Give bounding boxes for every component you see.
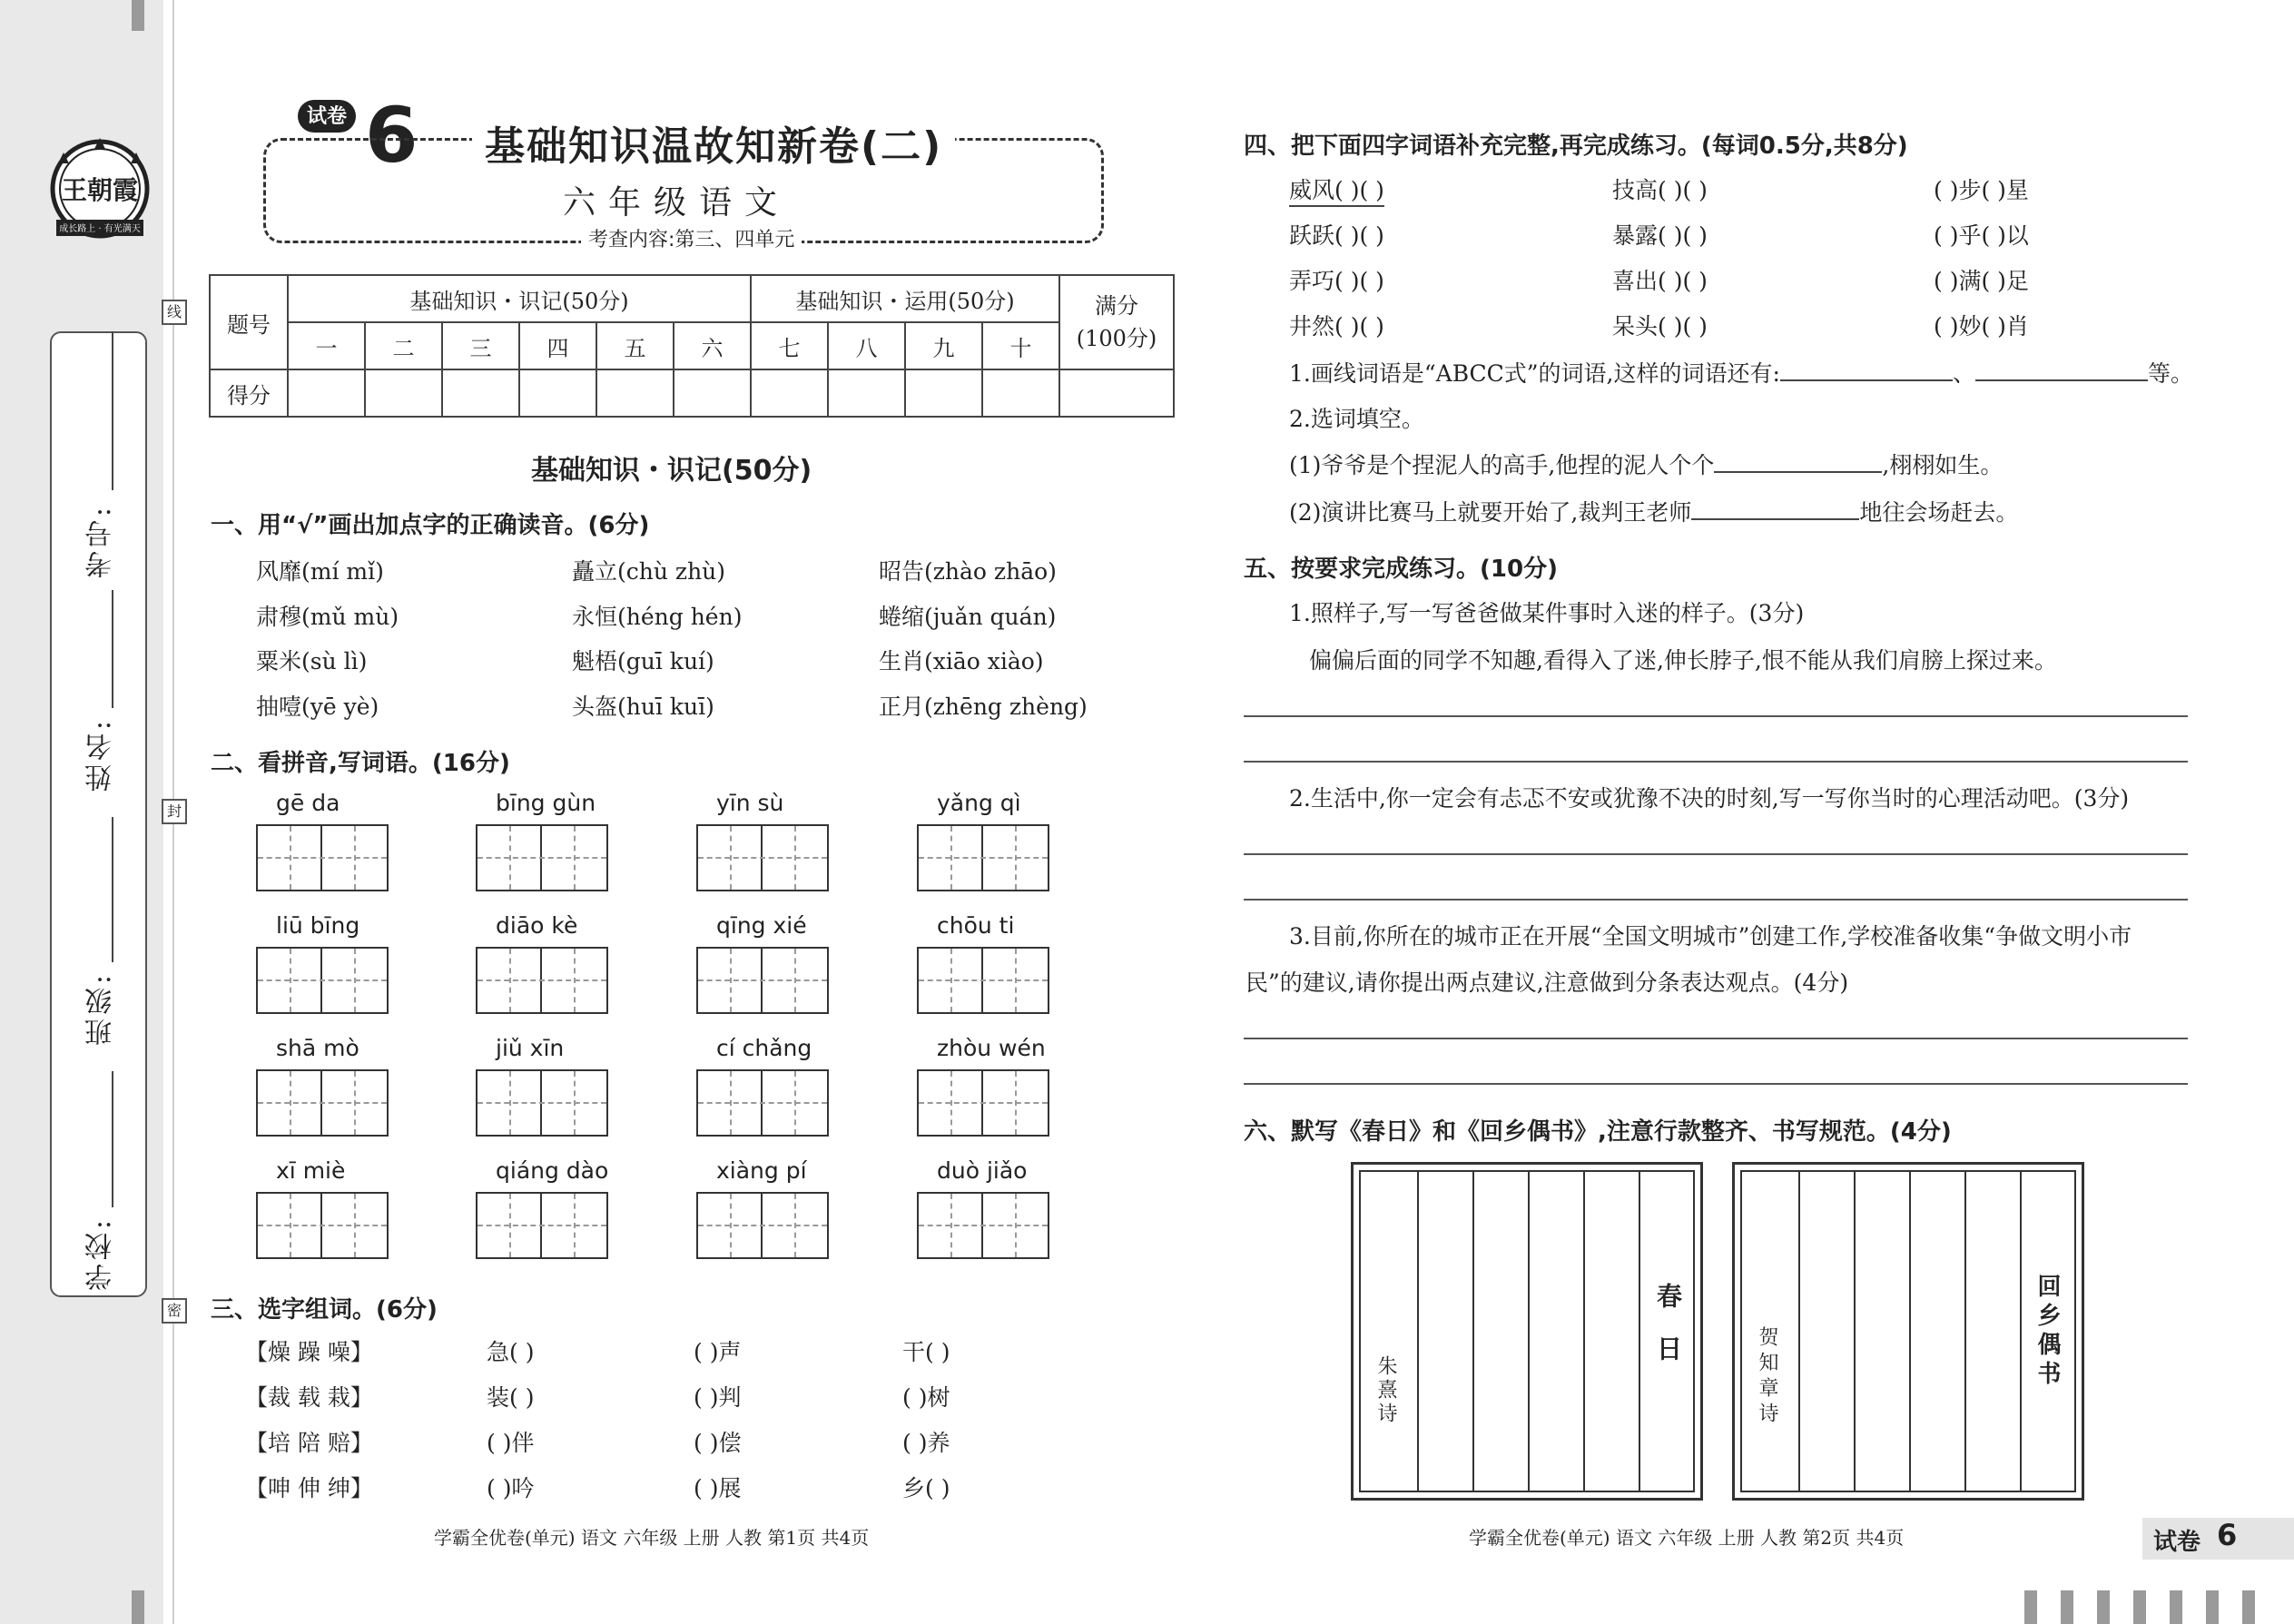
grid-guide <box>1015 826 1017 890</box>
grid-guide <box>478 979 606 981</box>
q3-char-group: 【培 陪 赔】 <box>245 1430 373 1456</box>
q5-s1-example: 偏偏后面的同学不知趣,看得入了迷,伸长脖子,恨不能从我们肩膀上探过来。 <box>1309 647 2057 674</box>
grid-guide <box>509 949 511 1012</box>
grid-guide <box>574 1071 576 1135</box>
question-number: 七 <box>751 322 828 369</box>
q4-word[interactable]: ( )妙( )肖 <box>1934 313 2029 340</box>
registration-mark <box>2242 1590 2255 1624</box>
grid-guide <box>354 1194 356 1257</box>
score-label: 得分 <box>210 369 288 417</box>
grid-guide <box>290 949 291 1012</box>
q4-sub2a-blank[interactable] <box>1714 471 1882 473</box>
registration-mark <box>2097 1590 2110 1624</box>
q3-blank[interactable]: ( )伴 <box>487 1430 535 1456</box>
pinyin-label: duò jiǎo <box>937 1157 1028 1184</box>
answer-line[interactable] <box>1244 1083 2188 1085</box>
poem1-author: 朱熹诗 <box>1374 1355 1397 1426</box>
q4-sub2a <box>1289 448 2003 480</box>
pinyin-label: chōu ti <box>937 912 1015 939</box>
grid-guide <box>258 979 387 981</box>
registration-mark <box>2170 1590 2182 1624</box>
q6-title: 六、默写《春日》和《回乡偶书》,注意行款整齐、书写规范。(4分) <box>1244 1118 1952 1146</box>
q4-word[interactable]: 弄巧( )( ) <box>1289 268 1384 294</box>
pinyin-label: gē da <box>276 790 340 816</box>
score-cell[interactable] <box>674 369 751 417</box>
writing-grid[interactable] <box>917 1192 1049 1259</box>
q3-blank[interactable]: 装( ) <box>487 1384 535 1411</box>
q4-sub1-end: 等。 <box>2147 360 2193 387</box>
pinyin-label: diāo kè <box>496 912 578 939</box>
score-cell[interactable] <box>519 369 596 417</box>
score-cell[interactable] <box>1059 369 1174 417</box>
grid-guide <box>1015 1071 1017 1135</box>
writing-grid[interactable] <box>256 947 389 1014</box>
pinyin-label: qīng xié <box>716 912 807 939</box>
score-cell[interactable] <box>288 369 365 417</box>
score-table <box>209 274 1175 418</box>
poem2-author: 贺知章诗 <box>1756 1326 1778 1428</box>
full-value: (100分) <box>1076 326 1157 351</box>
cut-label-line: 线 <box>162 300 187 325</box>
grid-guide <box>730 826 732 890</box>
q4-sub1 <box>1289 356 2193 389</box>
q4-word[interactable]: 暴露( )( ) <box>1612 222 1708 249</box>
q4-sub2b-post: 地往会场赶去。 <box>1859 499 2019 526</box>
score-cell[interactable] <box>751 369 828 417</box>
q1-item: 蜷缩(juǎn quán) <box>879 604 1057 630</box>
pinyin-label: zhòu wén <box>937 1035 1046 1061</box>
writing-grid[interactable] <box>256 824 389 891</box>
grid-guide <box>1015 949 1017 1012</box>
grid-guide <box>950 1194 952 1257</box>
poem-inner-border <box>1740 1170 2076 1492</box>
question-number: 三 <box>442 322 519 369</box>
q4-sub2: 2.选词填空。 <box>1289 406 1424 432</box>
part-title: 基础知识・识记(50分) <box>531 455 812 487</box>
q1-item: 矗立(chù zhù) <box>572 558 726 585</box>
grid-guide <box>919 1225 1048 1226</box>
brand-logo <box>45 136 154 245</box>
page-subtitle: 六年级语文 <box>563 184 791 221</box>
class-line[interactable] <box>112 817 113 962</box>
grid-guide <box>509 826 511 890</box>
q5-title: 五、按要求完成练习。(10分) <box>1244 556 1558 583</box>
q1-item: 粟米(sù lì) <box>256 648 368 674</box>
q3-title: 三、选字组词。(6分) <box>211 1296 438 1324</box>
answer-line[interactable] <box>1244 1038 2188 1039</box>
q5-s3-line2: 民”的建议,请你提出两点建议,注意做到分条表达观点。(4分) <box>1245 969 1849 996</box>
score-cell[interactable] <box>365 369 442 417</box>
q4-word[interactable]: 跃跃( )( ) <box>1289 222 1384 249</box>
grid-guide <box>698 979 827 981</box>
q1-item: 魁梧(guī kuí) <box>572 648 714 674</box>
q5-s3-line1: 3.目前,你所在的城市正在开展“全国文明城市”创建工作,学校准备收集“争做文明小市 <box>1289 923 2132 950</box>
group1-header: 基础知识・识记(50分) <box>288 275 751 322</box>
q3-blank[interactable]: 急( ) <box>487 1339 535 1365</box>
corner-tab-label: 试卷 <box>2153 1529 2201 1556</box>
name-line[interactable] <box>112 590 113 708</box>
q3-char-group: 【呻 伸 绅】 <box>245 1475 373 1501</box>
q4-word[interactable]: 呆头( )( ) <box>1612 313 1708 340</box>
footer-right: 学霸全优卷(单元) 语文 六年级 上册 人教 第2页 共4页 <box>1469 1527 1905 1549</box>
q1-title: 一、用“√”画出加点字的正确读音。(6分) <box>211 512 650 539</box>
writing-grid[interactable] <box>476 1069 608 1137</box>
poem-column-line <box>1909 1172 1911 1491</box>
registration-mark <box>132 1590 144 1624</box>
pinyin-label: cí chǎng <box>716 1035 812 1061</box>
writing-grid[interactable] <box>476 824 608 891</box>
answer-line[interactable] <box>1244 853 2188 855</box>
score-cell[interactable] <box>596 369 674 417</box>
q4-word[interactable]: 喜出( )( ) <box>1612 268 1708 294</box>
poem-column-line <box>2020 1172 2022 1491</box>
q4-word[interactable]: 技高( )( ) <box>1612 177 1708 203</box>
q4-word[interactable]: ( )满( )足 <box>1934 268 2029 294</box>
question-number: 九 <box>905 322 982 369</box>
name-label: 姓名: <box>85 717 117 792</box>
pinyin-label: shā mò <box>276 1035 359 1061</box>
student-info-box <box>50 331 147 1297</box>
writing-grid[interactable] <box>696 824 829 891</box>
poem-column-line <box>1639 1172 1640 1491</box>
q4-word-underlined[interactable]: 威风( )( ) <box>1289 172 1384 207</box>
grid-guide <box>354 826 356 890</box>
q4-sub2a-post: ,栩栩如生。 <box>1882 452 2004 478</box>
pinyin-label: yǎng qì <box>937 790 1021 816</box>
writing-grid[interactable] <box>696 947 829 1014</box>
cut-label-secret: 密 <box>162 1298 187 1324</box>
score-cell[interactable] <box>905 369 982 417</box>
q4-sub1-blank[interactable] <box>1975 379 2148 381</box>
grid-guide <box>478 1102 606 1104</box>
writing-grid[interactable] <box>917 1069 1049 1137</box>
score-cell[interactable] <box>982 369 1059 417</box>
grid-guide <box>509 1194 511 1257</box>
grid-guide <box>794 949 796 1012</box>
writing-grid[interactable] <box>256 1192 389 1259</box>
grid-guide <box>794 826 796 890</box>
q4-word[interactable]: ( )步( )星 <box>1934 177 2029 203</box>
poem-column-line <box>1583 1172 1585 1491</box>
registration-mark <box>2061 1590 2073 1624</box>
grid-guide <box>258 1102 387 1104</box>
pinyin-label: yīn sù <box>716 790 784 816</box>
q1-item: 正月(zhēng zhèng) <box>879 694 1088 720</box>
q3-blank[interactable]: ( )养 <box>902 1430 950 1456</box>
poem-grid-spring-day[interactable] <box>1351 1162 1703 1501</box>
page-title: 基础知识温故知新卷(二) <box>472 113 955 172</box>
footer-left: 学霸全优卷(单元) 语文 六年级 上册 人教 第1页 共4页 <box>434 1527 870 1549</box>
q3-blank[interactable]: 乡( ) <box>902 1475 950 1501</box>
q3-blank[interactable]: ( )偿 <box>694 1430 742 1456</box>
q3-blank[interactable]: ( )声 <box>694 1339 742 1365</box>
pinyin-label: qiáng dào <box>496 1157 609 1184</box>
answer-line[interactable] <box>1244 715 2188 717</box>
grid-guide <box>950 1071 952 1135</box>
cut-label-seal: 封 <box>162 799 187 824</box>
grid-guide <box>574 949 576 1012</box>
pinyin-label: liū bīng <box>276 912 360 939</box>
q1-item: 抽噎(yē yè) <box>256 694 379 720</box>
q3-blank[interactable]: ( )树 <box>902 1384 950 1411</box>
writing-grid[interactable] <box>476 1192 608 1259</box>
q4-word[interactable]: ( )乎( )以 <box>1934 222 2029 249</box>
registration-mark <box>2024 1590 2037 1624</box>
q4-sub2b-blank[interactable] <box>1691 518 1859 520</box>
poem-grid-return-home[interactable] <box>1732 1162 2084 1501</box>
grid-guide <box>730 1194 732 1257</box>
q1-item: 生肖(xiāo xiào) <box>879 648 1044 674</box>
corner-tab-number: 6 <box>2217 1518 2238 1552</box>
pinyin-label: jiǔ xīn <box>496 1035 565 1061</box>
grid-guide <box>478 1225 606 1226</box>
question-number: 一 <box>288 322 365 369</box>
exam-number: 6 <box>365 91 418 180</box>
exam-badge: 试卷 <box>298 100 356 133</box>
poem1-title: 春日 <box>1653 1283 1683 1388</box>
school-line[interactable] <box>112 1071 113 1207</box>
q3-blank[interactable]: ( )吟 <box>487 1475 535 1501</box>
poem-column-line <box>1472 1172 1474 1491</box>
poem-column-line <box>1798 1172 1800 1491</box>
grid-guide <box>574 1194 576 1257</box>
grid-guide <box>478 857 606 859</box>
q3-blank[interactable]: ( )展 <box>694 1475 742 1501</box>
q3-blank[interactable]: ( )判 <box>694 1384 742 1411</box>
pinyin-label: bīng gùn <box>496 790 596 816</box>
q1-item: 永恒(héng hén) <box>572 604 743 630</box>
grid-guide <box>290 1071 291 1135</box>
grid-guide <box>698 1102 827 1104</box>
grid-guide <box>794 1071 796 1135</box>
grid-guide <box>509 1071 511 1135</box>
grid-guide <box>354 1071 356 1135</box>
writing-grid[interactable] <box>476 947 608 1014</box>
grid-guide <box>919 1102 1048 1104</box>
grid-guide <box>730 949 732 1012</box>
q1-item: 昭告(zhào zhāo) <box>879 558 1057 585</box>
registration-mark <box>2206 1590 2219 1624</box>
q4-sub1-sep: 、 <box>1952 360 1975 387</box>
brand-ribbon: 成长路上 · 有光满天 <box>59 224 141 234</box>
grid-guide <box>698 1225 827 1226</box>
q2-title: 二、看拼音,写词语。(16分) <box>211 750 510 777</box>
content-note: 考查内容:第三、四单元 <box>581 224 802 252</box>
score-cell[interactable] <box>828 369 905 417</box>
q1-item: 肃穆(mǔ mù) <box>256 604 399 630</box>
poem2-title: 回乡偶书 <box>2033 1274 2061 1390</box>
grid-guide <box>290 1194 291 1257</box>
class-label: 班级: <box>85 971 117 1047</box>
exam-number-line[interactable] <box>112 331 113 490</box>
poem-column-line <box>1854 1172 1856 1491</box>
full-score-cell <box>1059 275 1174 369</box>
grid-guide <box>919 857 1048 859</box>
grid-guide <box>354 949 356 1012</box>
writing-grid[interactable] <box>256 1069 389 1137</box>
question-number: 十 <box>982 322 1059 369</box>
writing-grid[interactable] <box>696 1192 829 1259</box>
grid-guide <box>730 1071 732 1135</box>
q5-s1: 1.照样子,写一写爸爸做某件事时入迷的样子。(3分) <box>1289 600 1805 626</box>
q3-blank[interactable]: 干( ) <box>902 1339 950 1365</box>
q4-sub2b-pre: (2)演讲比赛马上就要开始了,裁判王老师 <box>1289 499 1692 526</box>
group2-header: 基础知识・运用(50分) <box>751 275 1059 322</box>
grid-guide <box>1015 1194 1017 1257</box>
pinyin-label: xī miè <box>276 1157 346 1184</box>
answer-line[interactable] <box>1244 761 2188 763</box>
q4-sub1-blank[interactable] <box>1780 379 1953 381</box>
q1-item: 风靡(mí mǐ) <box>256 558 384 585</box>
registration-mark <box>132 0 144 31</box>
q4-sub2b <box>1289 495 2018 527</box>
q1-item: 头盔(huī kuī) <box>572 694 714 720</box>
grid-guide <box>950 826 952 890</box>
q3-char-group: 【裁 载 栽】 <box>245 1384 373 1411</box>
q4-sub2a-pre: (1)爷爷是个捏泥人的高手,他捏的泥人个个 <box>1289 452 1715 478</box>
poem-column-line <box>1964 1172 1966 1491</box>
exam-number-label: 考号: <box>85 504 117 579</box>
q4-sub1-text: 1.画线词语是“ABCC式”的词语,这样的词语还有: <box>1289 360 1780 387</box>
question-number: 八 <box>828 322 905 369</box>
question-number: 四 <box>519 322 596 369</box>
q3-char-group: 【燥 躁 噪】 <box>245 1339 373 1365</box>
pinyin-label: xiàng pí <box>716 1157 807 1184</box>
q4-word[interactable]: 井然( )( ) <box>1289 313 1384 340</box>
grid-guide <box>258 1225 387 1226</box>
score-cell[interactable] <box>442 369 519 417</box>
q4-title: 四、把下面四字词语补充完整,再完成练习。(每词0.5分,共8分) <box>1244 133 1908 160</box>
row-header: 题号 <box>210 275 288 369</box>
grid-guide <box>290 826 291 890</box>
brand-name: 王朝霞 <box>61 175 138 205</box>
poem-inner-border <box>1359 1170 1695 1492</box>
grid-guide <box>698 857 827 859</box>
writing-grid[interactable] <box>696 1069 829 1137</box>
writing-grid[interactable] <box>917 824 1049 891</box>
grid-guide <box>794 1194 796 1257</box>
grid-guide <box>950 949 952 1012</box>
question-number: 五 <box>596 322 674 369</box>
registration-mark <box>2133 1590 2146 1624</box>
grid-guide <box>919 979 1048 981</box>
school-label: 学校: <box>85 1216 117 1292</box>
grid-guide <box>258 857 387 859</box>
answer-line[interactable] <box>1244 899 2188 901</box>
question-number: 二 <box>365 322 442 369</box>
question-number: 六 <box>674 322 751 369</box>
full-label: 满分 <box>1095 293 1138 319</box>
writing-grid[interactable] <box>917 947 1049 1014</box>
poem-column-line <box>1528 1172 1530 1491</box>
grid-guide <box>574 826 576 890</box>
poem-column-line <box>1417 1172 1419 1491</box>
q5-s2: 2.生活中,你一定会有忐忑不安或犹豫不决的时刻,写一写你当时的心理活动吧。(3分) <box>1289 785 2130 812</box>
